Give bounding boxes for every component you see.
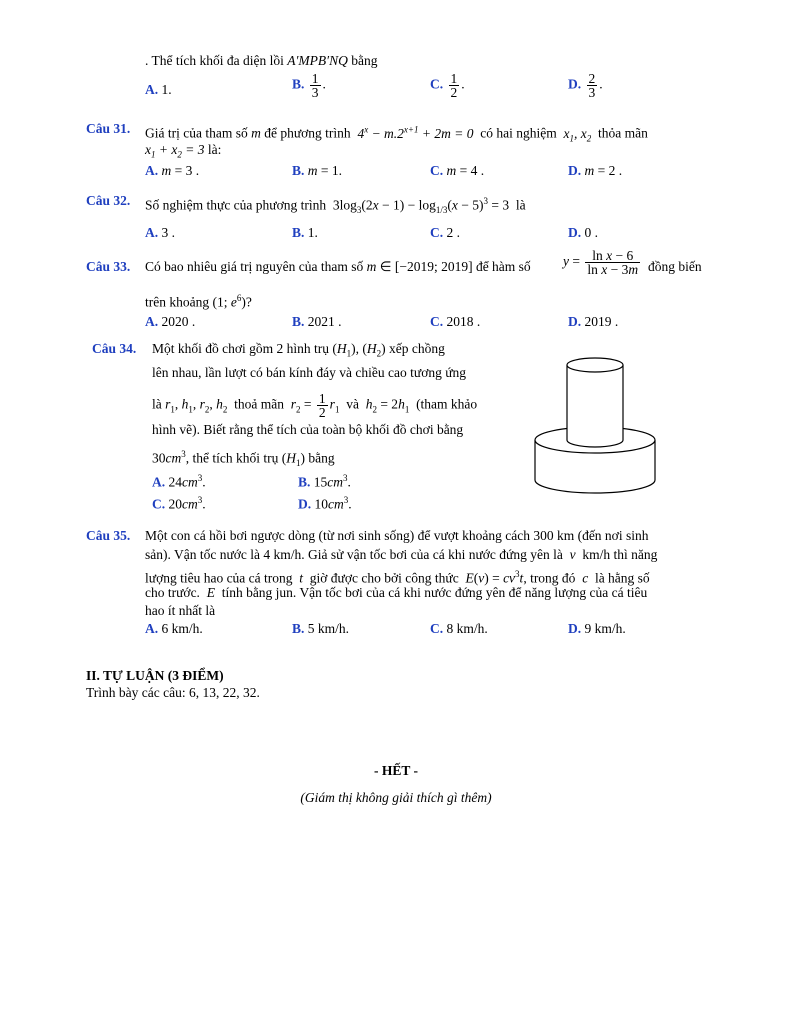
- q32-label: Câu 32.: [86, 193, 131, 208]
- q35-stem-line1: Một con cá hồi bơi ngược dòng (từ nơi sinh sống) để vượt khoảng cách 300 km (đến nơi sinh: [145, 528, 649, 543]
- q34-stem-line3: là $r_1$, $h_1$, $r_2$, $h_2$ thoả mãn $r_2$ = $\frac{1}{2}$ $r_1$ và $h_2 = 2h_1$ (tham khảo: [152, 391, 478, 420]
- q33-function-fraction: y = $\frac{\text{ln x − 6}}{\text{ln x − 3m}}$: [563, 248, 639, 277]
- q33-stem-end: đồng biến: [648, 259, 702, 274]
- q34-stem-line2: lên nhau, lần lượt có bán kính đáy và chiều cao tương ứng: [152, 365, 467, 380]
- q30-option-d: D. $\frac{2}{3}$ .: [568, 71, 603, 100]
- q35-label: Câu 35.: [86, 528, 131, 543]
- q33-option-b: B. 2021 .: [292, 314, 342, 329]
- q34-option-c: C. $20cm^3$.: [152, 495, 206, 512]
- q33-label: Câu 33.: [86, 259, 131, 274]
- q35-stem-line4: cho trước. E tính bằng jun. Vận tốc bơi của cá khi nước đứng yên để năng lượng của cá tiêu: [145, 585, 648, 600]
- q30-option-b: B. $\frac{1}{3}$ .: [292, 71, 326, 100]
- q34-stem-line4: hình vẽ). Biết rằng thể tích của toàn bộ khối đồ chơi bằng: [152, 422, 464, 437]
- q35-option-b: B. 5 km/h.: [292, 621, 350, 636]
- q33-option-a: A. 2020 .: [145, 314, 196, 329]
- q33-stem-line1: Có bao nhiêu giá trị nguyên của tham số m ∈ [−2019; 2019] để hàm số: [145, 259, 531, 274]
- q31-option-b: B. m = 1.: [292, 163, 343, 178]
- q30-option-c: C. $\frac{1}{2}$ .: [430, 71, 465, 100]
- stacked-cylinders-figure: [530, 355, 660, 505]
- q34-stem-line1: Một khối đồ chơi gồm 2 hình trụ $(H_1)$, $(H_2)$ xếp chồng: [152, 341, 445, 359]
- end-note: (Giám thị không giải thích gì thêm): [300, 790, 492, 805]
- q34-label: Câu 34.: [92, 341, 137, 356]
- q30-stem-tail: . Thể tích khối đa diện lồi A′MPB′NQ bằng: [145, 53, 378, 68]
- q30-option-a: A. 1.: [145, 82, 172, 97]
- q33-stem-line2: trên khoảng (1; $e^6$)?: [145, 293, 252, 310]
- q31-stem-line1: Giá trị của tham số m để phương trình $4^x - m.2^{x+1} + 2m = 0$ có hai nghiệm $x_1$, $x_2$ thỏa mãn: [145, 124, 648, 144]
- q35-stem-line5: hao ít nhất là: [145, 603, 216, 618]
- q34-option-a: A. $24cm^3$.: [152, 473, 206, 490]
- q31-option-d: D. m = 2 .: [568, 163, 623, 178]
- q34-stem-line5: $30cm^3$, thể tích khối trụ $(H_1)$ bằng: [152, 449, 335, 469]
- q31-option-c: C. m = 4 .: [430, 163, 485, 178]
- q35-option-d: D. 9 km/h.: [568, 621, 626, 636]
- q31-option-a: A. m = 3 .: [145, 163, 200, 178]
- section-2-title: II. TỰ LUẬN (3 ĐIỂM): [86, 668, 224, 683]
- q35-option-c: C. 8 km/h.: [430, 621, 488, 636]
- q32-option-b: B. 1.: [292, 225, 318, 240]
- q35-option-a: A. 6 km/h.: [145, 621, 203, 636]
- q34-option-d: D. $10cm^3$.: [298, 495, 352, 512]
- q33-option-d: D. 2019 .: [568, 314, 619, 329]
- q35-stem-line3: lượng tiêu hao của cá trong t giờ được cho bởi công thức $E(v) = cv^3t$, trong đó c là hằng số: [145, 569, 650, 586]
- q32-option-d: D. 0 .: [568, 225, 598, 240]
- q32-option-a: A. 3 .: [145, 225, 175, 240]
- q31-stem-line2: $x_1 + x_2 = 3$ là:: [145, 142, 222, 160]
- end-title: - HẾT -: [373, 763, 418, 778]
- q32-option-c: C. 2 .: [430, 225, 460, 240]
- q32-stem: Số nghiệm thực của phương trình $3\log_3(2x - 1) - \log_{1/3}(x - 5)^3 = 3$ là: [145, 196, 526, 216]
- section-2-body: Trình bày các câu: 6, 13, 22, 32.: [86, 685, 260, 700]
- q33-option-c: C. 2018 .: [430, 314, 481, 329]
- q34-option-b: B. $15cm^3$.: [298, 473, 351, 490]
- q35-stem-line2: sản). Vận tốc nước là 4 km/h. Giả sử vận tốc bơi của cá khi nước đứng yên là v km/h thì năng: [145, 547, 658, 562]
- q31-label: Câu 31.: [86, 121, 131, 136]
